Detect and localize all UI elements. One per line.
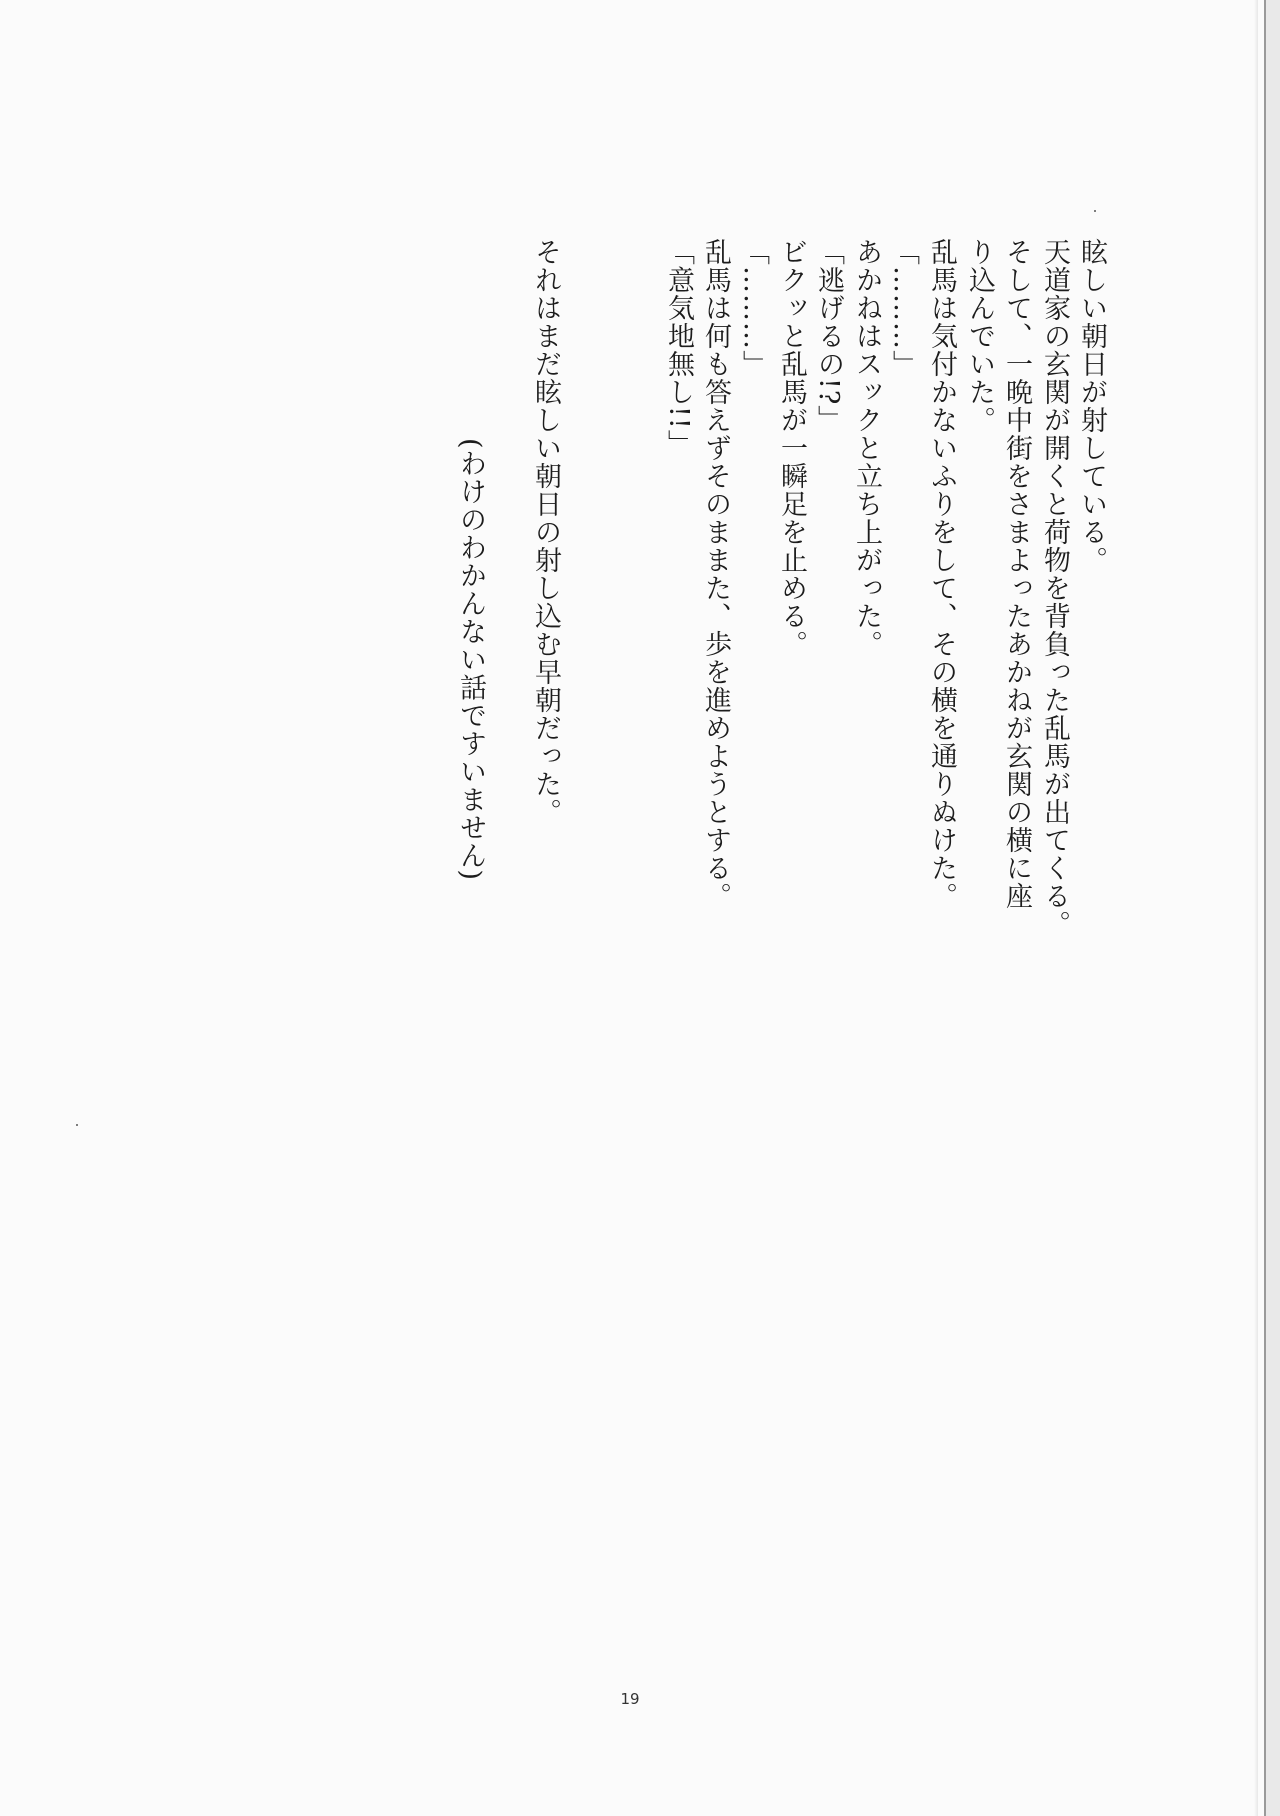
closing-line: それはまだ眩しい朝日の射し込む早朝だった。 [530, 238, 561, 826]
dialogue-line-8: 「逃げるの!?」 [813, 238, 844, 434]
text-line-7: あかねはスックと立ち上がった。 [851, 238, 882, 658]
text-line-11: 乱馬は何も答えずそのままた、歩を進めようとする。 [700, 238, 731, 910]
text-line-2: 天道家の玄関が開くと荷物を背負った乱馬が出てくる。 [1039, 238, 1070, 938]
dialogue-line-6: 「………」 [888, 238, 919, 378]
text-line-5: 乱馬は気付かないふりをして、その横を通りぬけた。 [926, 238, 957, 910]
text-line-9: ビクッと乱馬が一瞬足を止める。 [776, 238, 807, 658]
dialogue-line-10: 「………」 [738, 238, 769, 378]
scan-speck [1094, 210, 1096, 212]
author-note: (わけのわかんない話ですいません) [455, 438, 486, 882]
dialogue-line-12: 「意気地無し!!」 [663, 238, 694, 458]
text-line-1: 眩しい朝日が射している。 [1076, 238, 1107, 574]
text-line-3: そして、一晩中街をさまよったあかねが玄関の横に座 [1001, 238, 1032, 910]
scan-speck [76, 1124, 78, 1126]
page-number: 19 [620, 1690, 640, 1708]
text-line-4: り込んでいた。 [964, 238, 995, 434]
